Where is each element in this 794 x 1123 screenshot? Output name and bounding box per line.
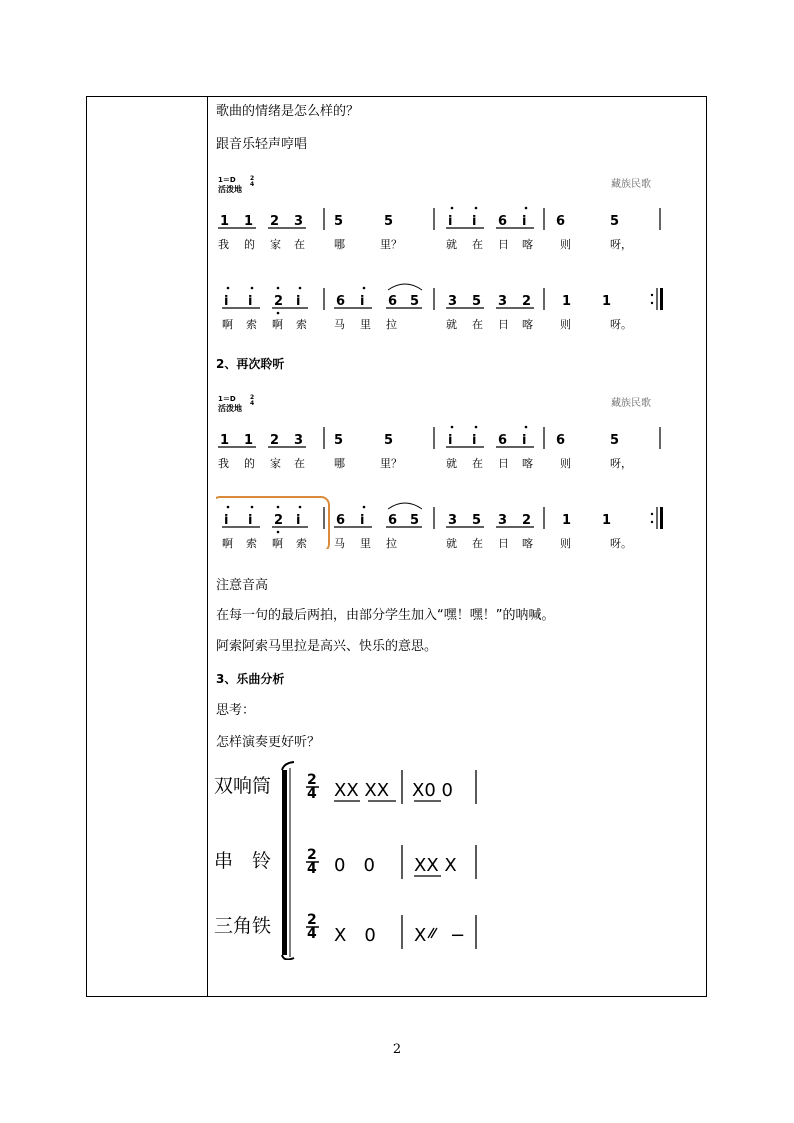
lyric: 的	[244, 457, 255, 470]
lyric: 里？	[380, 457, 402, 470]
question-mood: 歌曲的情绪是怎么样的？	[216, 104, 360, 119]
shout-instruction: 在每一句的最后两拍，由部分学生加入“嘿！嘿！”的呐喊。	[216, 608, 555, 623]
row2-notes	[224, 294, 611, 309]
lyric: 家	[270, 238, 281, 251]
rhythm: −	[450, 925, 466, 946]
lyric: 在	[472, 457, 483, 470]
lyric: 就	[446, 238, 457, 251]
think-label: 思考：	[216, 703, 256, 718]
lyric: 日	[498, 457, 509, 470]
note: 6	[388, 513, 398, 528]
lyric: 喀	[522, 457, 533, 470]
note: 1	[562, 513, 572, 528]
note: i	[472, 433, 477, 448]
tie-arc	[388, 503, 422, 509]
song-score-1	[216, 170, 666, 330]
lyric: 马	[334, 537, 345, 549]
lyric: 在	[472, 238, 483, 251]
note: i	[248, 513, 253, 528]
lyric: 里	[360, 318, 371, 330]
note: 5	[610, 433, 620, 448]
lyric: 的	[244, 238, 255, 251]
lyric: 哪	[334, 457, 345, 470]
note: 2	[270, 433, 280, 448]
key-signature: 1＝D	[218, 395, 236, 403]
svg-text:2: 2	[307, 772, 317, 788]
note: i	[224, 294, 229, 309]
note: 2	[274, 294, 284, 309]
instrument-label: 双响筒	[214, 775, 272, 797]
column-divider	[207, 96, 208, 997]
how-question: 怎样演奏更好听？	[216, 735, 321, 750]
row1-dots	[451, 426, 528, 429]
note: 3	[294, 214, 304, 229]
note: i	[522, 433, 527, 448]
lyric: 索	[246, 318, 257, 330]
note: 1	[220, 214, 230, 229]
lyric: 家	[270, 457, 281, 470]
lyric: 啊	[272, 318, 283, 330]
svg-text:2: 2	[307, 912, 317, 928]
instrument-label: 三角铁	[214, 915, 272, 937]
lyric: 呀。	[610, 318, 632, 330]
lyric: 在	[472, 537, 483, 549]
note: 6	[388, 294, 398, 309]
note: 2	[522, 513, 532, 528]
note: 5	[472, 513, 482, 528]
row2-lyrics	[222, 317, 632, 330]
lyric: 则	[560, 238, 571, 251]
lyric: 啊	[272, 537, 283, 549]
note: 1	[602, 513, 612, 528]
note: 3	[498, 513, 508, 528]
lyric: 日	[498, 537, 509, 549]
tempo-marking: 活泼地	[218, 404, 242, 413]
lyric: 里？	[380, 238, 402, 251]
row1-notes	[220, 214, 619, 229]
percussion-score	[212, 760, 492, 960]
note: 2	[274, 513, 284, 528]
lyric: 啊	[222, 537, 233, 549]
note: 1	[244, 214, 254, 229]
lyric: 啊	[222, 318, 233, 330]
note: 5	[472, 294, 482, 309]
tie-arc	[388, 284, 422, 290]
page-number: 2	[392, 1042, 402, 1057]
lyric: 我	[218, 457, 229, 470]
note: i	[360, 294, 365, 309]
svg-text:4: 4	[307, 926, 317, 942]
note: 1	[244, 433, 254, 448]
lyric: 索	[296, 318, 307, 330]
lyric: 里	[360, 537, 371, 549]
note: i	[522, 214, 527, 229]
note: i	[224, 513, 229, 528]
note: i	[360, 513, 365, 528]
note: i	[296, 294, 301, 309]
time-bottom: 4	[250, 181, 255, 188]
rhythm-notes	[334, 780, 465, 946]
note: 5	[410, 294, 420, 309]
lyric: 则	[560, 537, 571, 549]
row1-lyrics	[218, 237, 632, 251]
note: 5	[384, 214, 394, 229]
lyric: 就	[446, 537, 457, 549]
note: i	[448, 214, 453, 229]
note: 2	[270, 214, 280, 229]
lyric: 日	[498, 238, 509, 251]
note: i	[248, 294, 253, 309]
system-bracket	[282, 762, 294, 959]
note: 6	[556, 433, 566, 448]
lyric: 呀，	[610, 457, 632, 470]
lyric: 呀。	[610, 537, 632, 549]
row1-dots	[451, 207, 528, 210]
note: 3	[448, 294, 458, 309]
note: 5	[610, 214, 620, 229]
attention-pitch: 注意音高	[216, 578, 269, 593]
lyric: 在	[294, 457, 305, 470]
lyric: 索	[246, 537, 257, 549]
note: i	[448, 433, 453, 448]
rhythm: XX X	[414, 855, 457, 876]
lyric: 呀，	[610, 238, 632, 251]
lyric: 我	[218, 238, 229, 251]
row1-lyrics	[218, 456, 632, 470]
meaning-note: 阿索阿索马里拉是高兴、快乐的意思。	[216, 639, 438, 654]
lyric: 哪	[334, 238, 345, 251]
note: 3	[294, 433, 304, 448]
row2-lyrics	[222, 536, 632, 549]
note: 5	[334, 214, 344, 229]
lyric: 则	[560, 318, 571, 330]
lyric: 喀	[522, 537, 533, 549]
song-origin: 藏族民歌	[611, 398, 651, 409]
note: 6	[336, 513, 346, 528]
rhythm: 0 0	[334, 855, 375, 876]
row2-notes	[224, 513, 611, 528]
note: 6	[336, 294, 346, 309]
song-origin: 藏族民歌	[611, 179, 651, 190]
tempo-marking: 活泼地	[218, 185, 242, 194]
lyric: 日	[498, 318, 509, 330]
note: 5	[410, 513, 420, 528]
lyric: 索	[296, 537, 307, 549]
lyric: 就	[446, 457, 457, 470]
lyric: 就	[446, 318, 457, 330]
section-3-heading: 3、乐曲分析	[216, 672, 285, 686]
note: i	[296, 513, 301, 528]
instrument-label: 串 铃	[214, 850, 272, 872]
svg-text:4: 4	[307, 786, 317, 802]
rhythm: X	[414, 925, 427, 946]
note: 6	[556, 214, 566, 229]
song-score-2	[216, 389, 666, 549]
lyric: 马	[334, 318, 345, 330]
hum-instruction: 跟音乐轻声哼唱	[216, 137, 308, 152]
note: 1	[220, 433, 230, 448]
lyric: 喀	[522, 318, 533, 330]
time-top: 2	[250, 394, 255, 401]
rhythm: X 0	[334, 925, 376, 946]
time-top: 2	[250, 175, 255, 182]
note: 6	[498, 214, 508, 229]
note: 3	[448, 513, 458, 528]
note: 5	[334, 433, 344, 448]
repeat-dots	[651, 294, 653, 304]
lyric: 则	[560, 457, 571, 470]
lyric: 拉	[386, 537, 397, 549]
note: 1	[562, 294, 572, 309]
time-signatures	[307, 772, 317, 942]
svg-text:2: 2	[307, 847, 317, 863]
note: 5	[384, 433, 394, 448]
note: 6	[498, 433, 508, 448]
note: 3	[498, 294, 508, 309]
time-bottom: 4	[250, 400, 255, 407]
lyric: 在	[472, 318, 483, 330]
section-2-heading: 2、再次聆听	[216, 357, 285, 371]
svg-text:4: 4	[307, 861, 317, 877]
final-barline	[660, 288, 663, 310]
note: 2	[522, 294, 532, 309]
repeat-dots	[651, 513, 653, 523]
lyric: 喀	[522, 238, 533, 251]
final-barline	[660, 507, 663, 529]
note: i	[472, 214, 477, 229]
note: 1	[602, 294, 612, 309]
lyric: 在	[294, 238, 305, 251]
key-signature: 1＝D	[218, 176, 236, 184]
rhythm: X0 0	[412, 780, 453, 801]
lyric: 拉	[386, 318, 397, 330]
rhythm: XX XX	[334, 780, 390, 801]
row1-notes	[220, 433, 619, 448]
